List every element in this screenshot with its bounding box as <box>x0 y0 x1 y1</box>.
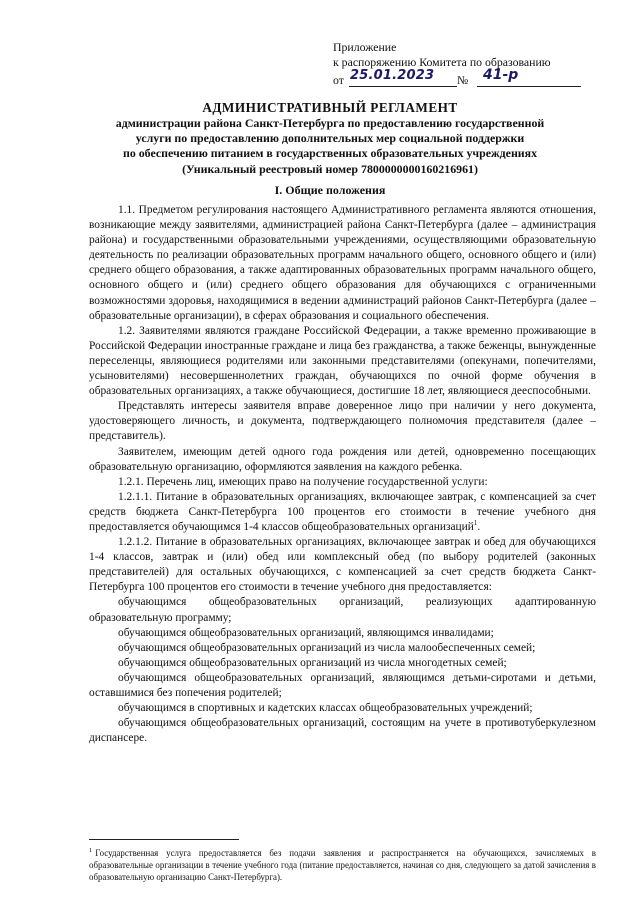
list-item: обучающимся общеобразовательных организаций, являющимся детьми-сиротами и детьми, оставшимися без попечения родителей; <box>89 671 596 699</box>
list-item: обучающимся общеобразовательных организаций из числа многодетных семей; <box>118 656 507 669</box>
footnote <box>89 845 596 883</box>
list-item: обучающимся общеобразовательных организаций, реализующих адаптированную образовательную программу; <box>89 596 596 624</box>
number-underline <box>477 86 581 87</box>
handwritten-date: 25.01.2023 <box>350 68 435 84</box>
title-line-1: администрации района Санкт-Петербурга по предоставлению государственной <box>115 116 545 130</box>
list-item: обучающимся общеобразовательных организаций, состоящим на учете в противотуберкулезном диспансере. <box>89 717 596 745</box>
paragraph-1-2-1-1: 1.2.1.1. Питание в образовательных организациях, включающее завтрак, с компенсацией за счет средств бюджета Санкт-Петербурга 100 процентов его стоимости в течение учебного дня предоставляется обучающимся 1-4 классов общеобразовательных организаций$^1$. <box>89 490 596 533</box>
list-item: обучающимся в спортивных и кадетских классах общеобразовательных учреждений; <box>118 702 533 715</box>
list-item: обучающимся общеобразовательных организаций, являющимся инвалидами; <box>118 626 494 639</box>
title-registry-number: (Уникальный реестровый номер 7800000000160216961) <box>182 161 478 176</box>
footnote-text: Государственная услуга предоставляется без подачи заявления и распространяется на обучающихся, зачисляемых в образовательные организации в течение учебного года (питание предоставляется, начиная со дня, следующего за датой зачисления в образовательную организацию Санкт-Петербурга). <box>89 847 596 882</box>
paragraph-1-2-1-2: 1.2.1.2. Питание в образовательных организациях, включающее завтрак и обед для обучающихся 1-4 классов, завтрак и (или) обед или комплексный обед (по выбору родителей (законных представителей) для остальных обучающихся, с компенсацией за счет средств бюджета Санкт-Петербурга 100 процентов его стоимости в течение учебного дня предоставляется: <box>89 536 596 594</box>
header-date-number-line <box>333 67 603 89</box>
section-heading: I. Общие положения <box>274 183 386 197</box>
header-appendix-label: Приложение <box>333 40 397 54</box>
footnote-number: 1 <box>89 847 93 854</box>
paragraph-1-2: 1.2. Заявителями являются граждане Российской Федерации, а также временно проживающие в Российской Федерации иностранные граждане и лица без гражданства, а также беженцы, вынужденные переселенцы, являющиеся родителями или законными представителями (опекунами, попечителями, усыновителями) несовершеннолетних граждан, обучающихся по очной форме обучения в образовательных организациях, а также обучающиеся, достигшие 18 лет, являющиеся дееспособными. <box>89 324 596 398</box>
regulation-title <box>70 99 590 177</box>
title-line-3: по обеспечению питанием в государственных образовательных учреждениях <box>122 146 538 161</box>
header-order-reference: к распоряжению Комитета по образованию <box>333 54 551 69</box>
date-underline <box>349 86 457 87</box>
paragraph-1-2-1: 1.2.1. Перечень лиц, имеющих право на получение государственной услуги: <box>118 475 488 488</box>
approval-header <box>333 40 603 89</box>
paragraph-representative: Представлять интересы заявителя вправе доверенное лицо при наличии у него документа, удостоверяющего личность, и документа, подтверждающего полномочия представителя (далее – представитель). <box>89 400 596 443</box>
paragraph-1-2-1-1-text: 1.2.1.1. Питание в образовательных организациях, включающее завтрак, с компенсацией за счет средств бюджета Санкт-Петербурга 100 процентов его стоимости в течение учебного дня предоставляется обучающимся 1-4 классов общеобразовательных организаций <box>89 490 596 533</box>
header-number-label: № <box>457 73 469 88</box>
footnote-separator <box>89 839 239 840</box>
title-main: АДМИНИСТРАТИВНЫЙ РЕГЛАМЕНТ <box>202 100 458 115</box>
footnote-reference: 1 <box>473 519 478 528</box>
paragraph-1-1: 1.1. Предметом регулирования настоящего Административного регламента являются отношения, возникающие между заявителями, администрацией района Санкт-Петербурга (далее – администрация района) и государственными образовательными учреждениями, осуществляющими образовательную деятельность по реализации образовательных программ начального общего, основного общего и (или) среднего общего образования, а также адаптированных образовательных программ начального общего, основного общего и (или) среднего общего образования для обучающихся с ограниченными возможностями здоровья, находящимися в ведении администраций районов Санкт-Петербурга (далее – образовательные организации), в сферах образования и социального обеспечения. <box>89 204 596 322</box>
list-item: обучающимся общеобразовательных организаций из числа малообеспеченных семей; <box>118 641 536 654</box>
handwritten-number: 41-р <box>483 67 519 84</box>
document-body <box>89 203 596 746</box>
title-line-2: услуги по предоставлению дополнительных мер социальной поддержки <box>135 131 525 146</box>
paragraph-applications: Заявителем, имеющим детей одного года рождения или детей, одновременно посещающих образовательную организацию, оформляются заявления на каждого ребенка. <box>89 445 596 473</box>
header-date-label: от <box>333 73 344 88</box>
